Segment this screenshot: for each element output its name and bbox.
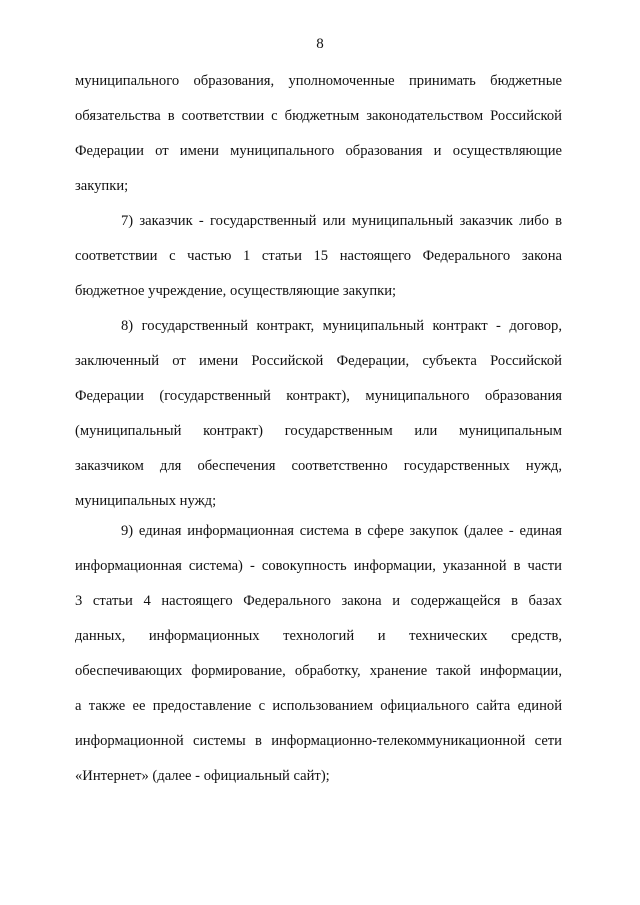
text-line: информационная система) - совокупность информации, указанной в части bbox=[75, 558, 562, 574]
text-line: а также ее предоставление с использованием официального сайта единой bbox=[75, 698, 562, 714]
text-line: 9) единая информационная система в сфере закупок (далее - единая bbox=[121, 523, 562, 539]
text-line: информационной системы в информационно-телекоммуникационной сети bbox=[75, 733, 562, 749]
text-line: 8) государственный контракт, муниципальный контракт - договор, bbox=[121, 318, 562, 334]
text-line: бюджетное учреждение, осуществляющие закупки; bbox=[75, 283, 397, 299]
text-line: 7) заказчик - государственный или муниципальный заказчик либо в bbox=[121, 213, 562, 229]
page-number: 8 bbox=[316, 36, 324, 52]
paragraph-item-9 bbox=[75, 514, 562, 794]
text-line: данных, информационных технологий и технических средств, bbox=[75, 628, 562, 644]
paragraph-1 bbox=[75, 64, 562, 204]
text-line: Федерации (государственный контракт), муниципального образования bbox=[75, 388, 562, 404]
paragraph-item-7 bbox=[75, 204, 562, 309]
text-line: обязательства в соответствии с бюджетным законодательством Российской bbox=[75, 108, 562, 124]
text-line: заказчиком для обеспечения соответственно государственных нужд, bbox=[75, 458, 562, 474]
text-line: «Интернет» (далее - официальный сайт); bbox=[75, 768, 330, 784]
text-line: соответствии с частью 1 статьи 15 настоящего Федерального закона bbox=[75, 248, 562, 264]
text-line: (муниципальный контракт) государственным или муниципальным bbox=[75, 423, 562, 439]
text-line: муниципальных нужд; bbox=[75, 493, 217, 509]
text-line: 3 статьи 4 настоящего Федерального закона и содержащейся в базах bbox=[75, 593, 562, 609]
text-line: муниципального образования, уполномоченные принимать бюджетные bbox=[75, 73, 562, 89]
paragraph-item-8 bbox=[75, 309, 562, 519]
text-line: заключенный от имени Российской Федерации, субъекта Российской bbox=[75, 353, 562, 369]
text-line: Федерации от имени муниципального образования и осуществляющие bbox=[75, 143, 562, 159]
text-line: закупки; bbox=[75, 178, 129, 194]
text-line: обеспечивающих формирование, обработку, хранение такой информации, bbox=[75, 663, 562, 679]
